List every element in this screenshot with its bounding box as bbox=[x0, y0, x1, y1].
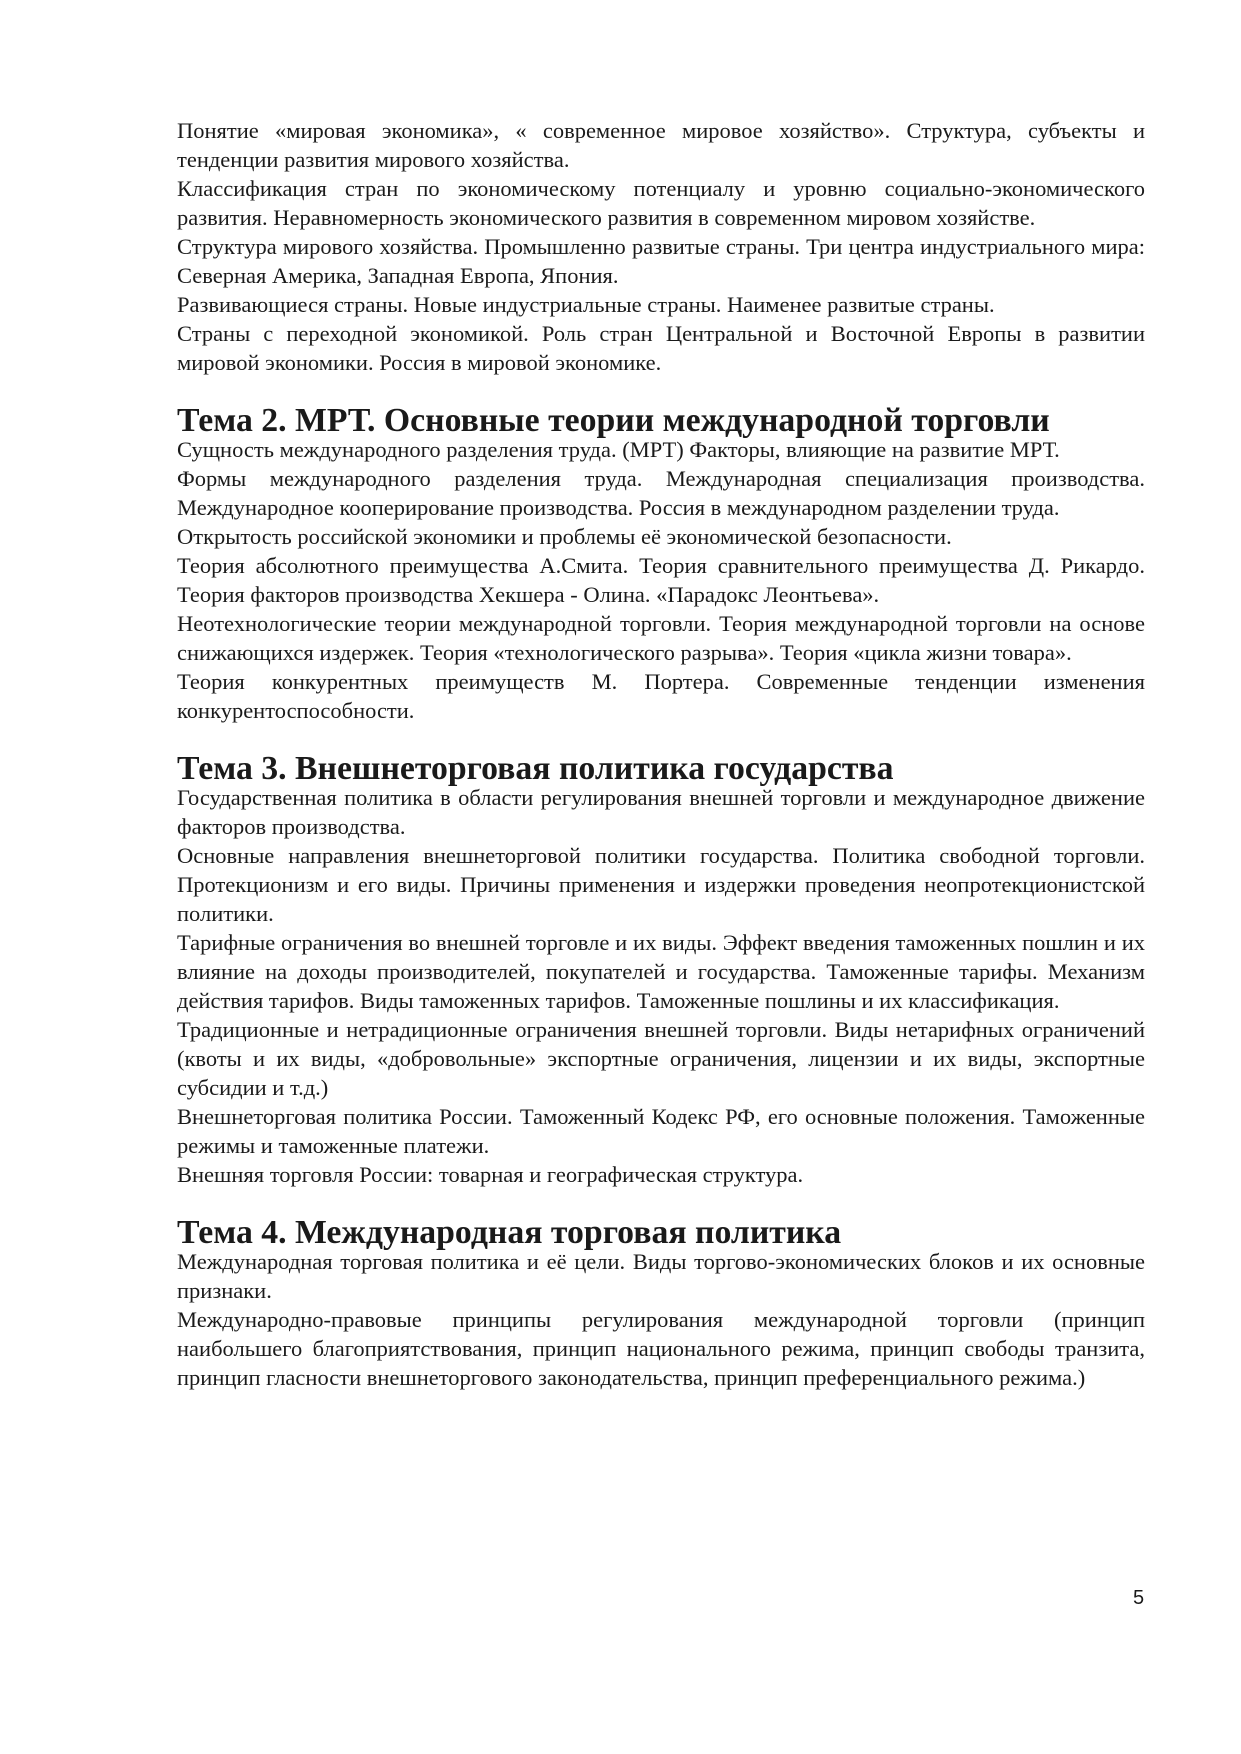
paragraph: Страны с переходной экономикой. Роль стран Центральной и Восточной Европы в развитии мировой экономики. Россия в мировой экономике. bbox=[177, 321, 1145, 375]
page-body bbox=[177, 116, 1145, 1392]
paragraph: Внешняя торговля России: товарная и географическая структура. bbox=[177, 1162, 804, 1187]
paragraph: Теория конкурентных преимуществ М. Портера. Современные тенденции изменения конкурентоспособности. bbox=[177, 669, 1145, 723]
paragraph: Развивающиеся страны. Новые индустриальные страны. Наименее развитые страны. bbox=[177, 292, 995, 317]
topic-3-heading: Тема 3. Внешнеторговая политика государства bbox=[177, 750, 894, 787]
paragraph: Традиционные и нетрадиционные ограничения внешней торговли. Виды нетарифных ограничений (квоты и их виды, «добровольные» экспортные ограничения, лицензии и их виды, экспортные субсидии и т.д.) bbox=[177, 1017, 1145, 1100]
paragraph: Открытость российской экономики и проблемы её экономической безопасности. bbox=[177, 524, 952, 549]
paragraph: Классификация стран по экономическому потенциалу и уровню социально-экономического развития. Неравномерность экономического развития в современном мировом хозяйстве. bbox=[177, 176, 1145, 230]
paragraph: Международная торговая политика и её цели. Виды торгово-экономических блоков и их основные признаки. bbox=[177, 1249, 1145, 1303]
paragraph: Основные направления внешнеторговой политики государства. Политика свободной торговли. Протекционизм и его виды. Причины применения и издержки проведения неопротекционистской политики. bbox=[177, 843, 1145, 926]
topic-4-section bbox=[177, 1214, 1145, 1392]
topic-2-section bbox=[177, 402, 1145, 725]
paragraph: Структура мирового хозяйства. Промышленно развитые страны. Три центра индустриального мира: Северная Америка, Западная Европа, Япония. bbox=[177, 234, 1145, 288]
intro-section bbox=[177, 116, 1145, 377]
paragraph: Теория абсолютного преимущества А.Смита. Теория сравнительного преимущества Д. Рикардо. Теория факторов производства Хекшера - Олина. «Парадокс Леонтьева». bbox=[177, 553, 1145, 607]
paragraph: Тарифные ограничения во внешней торговле и их виды. Эффект введения таможенных пошлин и их влияние на доходы производителей, покупателей и государства. Таможенные тарифы. Механизм действия тарифов. Виды таможенных тарифов. Таможенные пошлины и их классификация. bbox=[177, 930, 1145, 1013]
paragraph: Внешнеторговая политика России. Таможенный Кодекс РФ, его основные положения. Таможенные режимы и таможенные платежи. bbox=[177, 1104, 1145, 1158]
paragraph: Сущность международного разделения труда. (МРТ) Факторы, влияющие на развитие МРТ. bbox=[177, 437, 1060, 462]
topic-4-heading: Тема 4. Международная торговая политика bbox=[177, 1214, 842, 1251]
paragraph: Понятие «мировая экономика», « современное мировое хозяйство». Структура, субъекты и тенденции развития мирового хозяйства. bbox=[177, 118, 1145, 172]
paragraph: Международно-правовые принципы регулирования международной торговли (принцип наибольшего благоприятствования, принцип национального режима, принцип свободы транзита, принцип гласности внешнеторгового законодательства, принцип преференциального режима.) bbox=[177, 1307, 1145, 1390]
paragraph: Государственная политика в области регулирования внешней торговли и международное движение факторов производства. bbox=[177, 785, 1145, 839]
topic-3-section bbox=[177, 750, 1145, 1189]
page-number: 5 bbox=[1133, 1587, 1145, 1609]
paragraph: Неотехнологические теории международной торговли. Теория международной торговли на основе снижающихся издержек. Теория «технологического разрыва». Теория «цикла жизни товара». bbox=[177, 611, 1145, 665]
paragraph: Формы международного разделения труда. Международная специализация производства. Международное кооперирование производства. Россия в международном разделении труда. bbox=[177, 466, 1145, 520]
topic-2-heading: Тема 2. МРТ. Основные теории международной торговли bbox=[177, 402, 1050, 439]
